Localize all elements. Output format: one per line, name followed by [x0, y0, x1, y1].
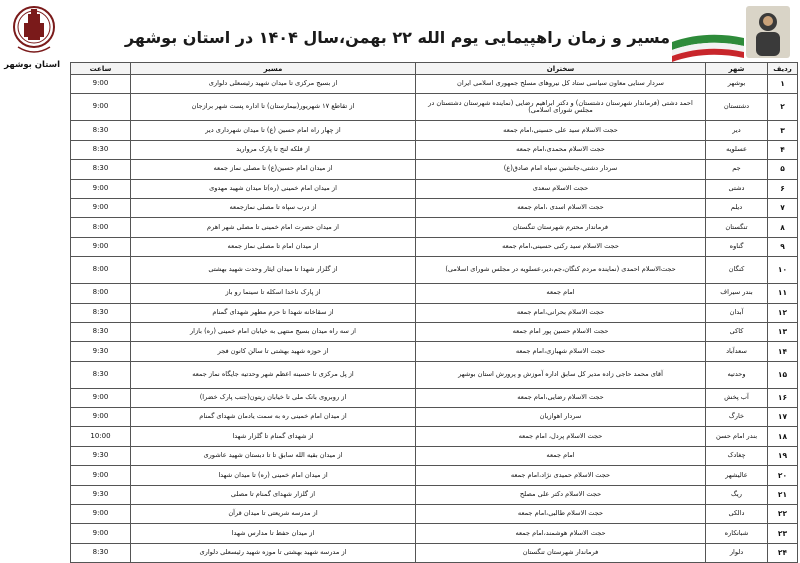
cell-route: از فلکه لنج تا پارک مروارید [131, 140, 416, 159]
cell-speaker: حجت الاسلام محمدی،امام جمعه [416, 140, 706, 159]
table-row [71, 179, 798, 198]
cell-route: از بسیج مرکزی تا میدان شهید رئیسعلی دلواری [131, 75, 416, 94]
table-row [71, 303, 798, 322]
cell-route: از میدان امام تا مصلی نماز جمعه [131, 237, 416, 256]
cell-time: 9:00 [71, 524, 131, 543]
cell-route: از شهدای گمنام تا گلزار شهدا [131, 427, 416, 446]
table-row [71, 446, 798, 465]
cell-route: از میدان امام خمینی (ره) تا میدان شهدا [131, 466, 416, 485]
cell-time: 9:00 [71, 75, 131, 94]
cell-time: 8:30 [71, 361, 131, 388]
cell-num: ۱ [768, 75, 798, 94]
cell-speaker: حجت الاسلام سید رکنی حسینی،امام جمعه [416, 237, 706, 256]
table-row [71, 388, 798, 407]
cell-num: ۱۹ [768, 446, 798, 465]
cell-time: 9:00 [71, 198, 131, 217]
cell-time: 9:30 [71, 342, 131, 361]
cell-route: از گلزار شهدای گمنام تا مصلی [131, 485, 416, 504]
cell-speaker: حجت الاسلام بحرانی،امام جمعه [416, 303, 706, 322]
cell-time: 8:30 [71, 140, 131, 159]
cell-route: از سه راه میدان بسیج منتهی به خیابان امام خمینی (ره) بازار [131, 322, 416, 341]
cell-speaker: حجت الاسلام حمیدی نژاد،امام جمعه [416, 466, 706, 485]
cell-num: ۶ [768, 179, 798, 198]
cell-city: آب پخش [706, 388, 768, 407]
cell-speaker: حجت‌الاسلام احمدی (نماینده مردم کنگان،جم،دیر،عسلویه در مجلس شورای اسلامی) [416, 257, 706, 284]
cell-city: دالکی [706, 505, 768, 524]
table-row [71, 198, 798, 217]
cell-route: از میدان بقیه الله سابق تا تا دبستان شهید عاشوری [131, 446, 416, 465]
table-row [71, 121, 798, 140]
cell-num: ۱۱ [768, 284, 798, 303]
emblem-icon [12, 3, 56, 59]
cell-num: ۲۰ [768, 466, 798, 485]
logo-caption: استان بوشهر [4, 60, 60, 70]
flag-emblem-icon [666, 2, 796, 62]
cell-speaker: حجت الاسلام سعدی [416, 179, 706, 198]
cell-num: ۱۰ [768, 257, 798, 284]
table-row [71, 427, 798, 446]
cell-time: 8:30 [71, 303, 131, 322]
table-row [71, 257, 798, 284]
cell-num: ۱۴ [768, 342, 798, 361]
table-row [71, 284, 798, 303]
cell-speaker: حجت الاسلام اسدی ،امام جمعه [416, 198, 706, 217]
cell-city: دیر [706, 121, 768, 140]
cell-time: 8:00 [71, 257, 131, 284]
cell-city: سعدآباد [706, 342, 768, 361]
cell-speaker: سردار سنایی معاون سیاسی ستاد کل نیروهای مسلح جمهوری اسلامی ایران [416, 75, 706, 94]
cell-city: گناوه [706, 237, 768, 256]
cell-speaker: امام جمعه [416, 284, 706, 303]
cell-time: 9:00 [71, 466, 131, 485]
cell-speaker: حجت الاسلام شهبازی،امام جمعه [416, 342, 706, 361]
cell-num: ۲۴ [768, 543, 798, 562]
cell-city: شبانکاره [706, 524, 768, 543]
cell-speaker: سردار اهوازیان [416, 408, 706, 427]
cell-speaker: حجت الاسلام طالبی،امام جمعه [416, 505, 706, 524]
cell-route: از میدان امام خمینی (ره)تا میدان شهید مهدوی [131, 179, 416, 198]
cell-speaker: حجت الاسلام سید علی حسینی،امام جمعه [416, 121, 706, 140]
cell-speaker: فرماندار شهرستان تنگستان [416, 543, 706, 562]
cell-route: از حوزه شهید بهشتی تا سالن کانون فجر [131, 342, 416, 361]
table-row [71, 408, 798, 427]
table-row [71, 543, 798, 562]
cell-city: عسلویه [706, 140, 768, 159]
cell-route: از میدان حفظ تا مدارس شهدا [131, 524, 416, 543]
cell-city: آبدان [706, 303, 768, 322]
cell-num: ۲۳ [768, 524, 798, 543]
column-header-time: ساعت [71, 63, 131, 75]
table-row [71, 94, 798, 121]
cell-num: ۲ [768, 94, 798, 121]
cell-speaker: سردار دشتی،جانشین سپاه امام صادق(ع) [416, 160, 706, 179]
cell-time: 8:00 [71, 218, 131, 237]
cell-time: 9:30 [71, 446, 131, 465]
organization-logo [4, 3, 60, 81]
cell-time: 9:00 [71, 505, 131, 524]
table-row [71, 322, 798, 341]
cell-time: 8:00 [71, 284, 131, 303]
cell-city: ریگ [706, 485, 768, 504]
cell-time: 9:30 [71, 485, 131, 504]
cell-city: بندر امام حسن [706, 427, 768, 446]
cell-route: از روبروی بانک ملی تا خیابان زیتون(جنب پارک خضرا) [131, 388, 416, 407]
cell-city: خارگ [706, 408, 768, 427]
cell-city: بندر سیراف [706, 284, 768, 303]
cell-route: از سقاخانه شهدا تا حرم مطهر شهدای گمنام [131, 303, 416, 322]
table-row [71, 237, 798, 256]
cell-route: از پارک ناخدا اسکله تا سینما رو باز [131, 284, 416, 303]
cell-num: ۵ [768, 160, 798, 179]
cell-route: از مدرسه شریعتی تا میدان قرآن [131, 505, 416, 524]
cell-city: دشتستان [706, 94, 768, 121]
table-row [71, 140, 798, 159]
table-row [71, 466, 798, 485]
cell-speaker: حجت الاسلام دکتر علی مصلح [416, 485, 706, 504]
cell-route: از مدرسه شهید بهشتی تا موزه شهید رئیسعلی دلواری [131, 543, 416, 562]
cell-num: ۱۵ [768, 361, 798, 388]
cell-num: ۳ [768, 121, 798, 140]
cell-city: تنگستان [706, 218, 768, 237]
cell-num: ۱۲ [768, 303, 798, 322]
cell-time: 9:00 [71, 94, 131, 121]
cell-city: دیلم [706, 198, 768, 217]
cell-speaker: حجت الاسلام پردل، امام جمعه [416, 427, 706, 446]
cell-num: ۱۸ [768, 427, 798, 446]
cell-city: وحدتیه [706, 361, 768, 388]
page-title: مسیر و زمان راهپیمایی یوم الله ۲۲ بهمن،سال ۱۴۰۴ در استان بوشهر [124, 28, 670, 47]
cell-city: دشتی [706, 179, 768, 198]
table-header-row [71, 63, 798, 75]
table-row [71, 342, 798, 361]
cell-speaker: آقای محمد حاجی زاده مدیر کل سابق اداره آموزش و پرورش استان بوشهر [416, 361, 706, 388]
cell-speaker: حجت الاسلام هوشمند،امام جمعه [416, 524, 706, 543]
table-row [71, 505, 798, 524]
cell-num: ۴ [768, 140, 798, 159]
cell-route: از پل مرکزی تا حسینه اعظم شهر وحدتیه جایگاه نماز جمعه [131, 361, 416, 388]
table-row [71, 524, 798, 543]
cell-num: ۸ [768, 218, 798, 237]
cell-time: 9:00 [71, 237, 131, 256]
cell-city: چغادک [706, 446, 768, 465]
cell-city: دلوار [706, 543, 768, 562]
cell-city: عالیشهر [706, 466, 768, 485]
cell-route: از چهار راه امام حسین (ع) تا میدان شهرداری دیر [131, 121, 416, 140]
cell-num: ۲۱ [768, 485, 798, 504]
cell-route: از تقاطع ۱۷ شهریور(بیمارستان) تا اداره پست شهر برازجان [131, 94, 416, 121]
cell-time: 10:00 [71, 427, 131, 446]
cell-route: از میدان حضرت امام خمینی تا مصلی شهر اهرم [131, 218, 416, 237]
table-row [71, 160, 798, 179]
cell-num: ۲۲ [768, 505, 798, 524]
cell-speaker: امام جمعه [416, 446, 706, 465]
cell-num: ۱۷ [768, 408, 798, 427]
cell-city: کاکی [706, 322, 768, 341]
cell-speaker: حجت الاسلام رضایی،امام جمعه [416, 388, 706, 407]
cell-speaker: احمد دشتی (فرماندار شهرستان دشتستان) و دکتر ابراهیم رضایی (نماینده شهرستان دشتستان در مجلس شورای اسلامی) [416, 94, 706, 121]
cell-route: از گلزار شهدا تا میدان ایثار وحدت شهید بهشتی [131, 257, 416, 284]
cell-time: 9:00 [71, 408, 131, 427]
cell-time: 9:00 [71, 388, 131, 407]
cell-time: 8:30 [71, 121, 131, 140]
table-row [71, 218, 798, 237]
cell-time: 8:30 [71, 322, 131, 341]
column-header-num: ردیف [768, 63, 798, 75]
table-row [71, 485, 798, 504]
table-row [71, 75, 798, 94]
cell-route: از میدان امام خمینی ره به سمت یادمان شهدای گمنام [131, 408, 416, 427]
column-header-speaker: سخنران [416, 63, 706, 75]
column-header-route: مسیر [131, 63, 416, 75]
cell-speaker: فرماندار محترم شهرستان تنگستان [416, 218, 706, 237]
cell-speaker: حجت الاسلام حسین پور امام جمعه [416, 322, 706, 341]
cell-time: 9:00 [71, 179, 131, 198]
table-row [71, 361, 798, 388]
cell-city: کنگان [706, 257, 768, 284]
column-header-city: شهر [706, 63, 768, 75]
cell-num: ۱۳ [768, 322, 798, 341]
schedule-table [70, 62, 798, 563]
cell-city: جم [706, 160, 768, 179]
cell-route: از درب سپاه تا مصلی نمازجمعه [131, 198, 416, 217]
cell-time: 8:30 [71, 160, 131, 179]
cell-num: ۹ [768, 237, 798, 256]
cell-city: بوشهر [706, 75, 768, 94]
cell-num: ۷ [768, 198, 798, 217]
cell-time: 8:30 [71, 543, 131, 562]
cell-num: ۱۶ [768, 388, 798, 407]
cell-route: از میدان امام حسین(ع) تا مصلی نماز جمعه [131, 160, 416, 179]
